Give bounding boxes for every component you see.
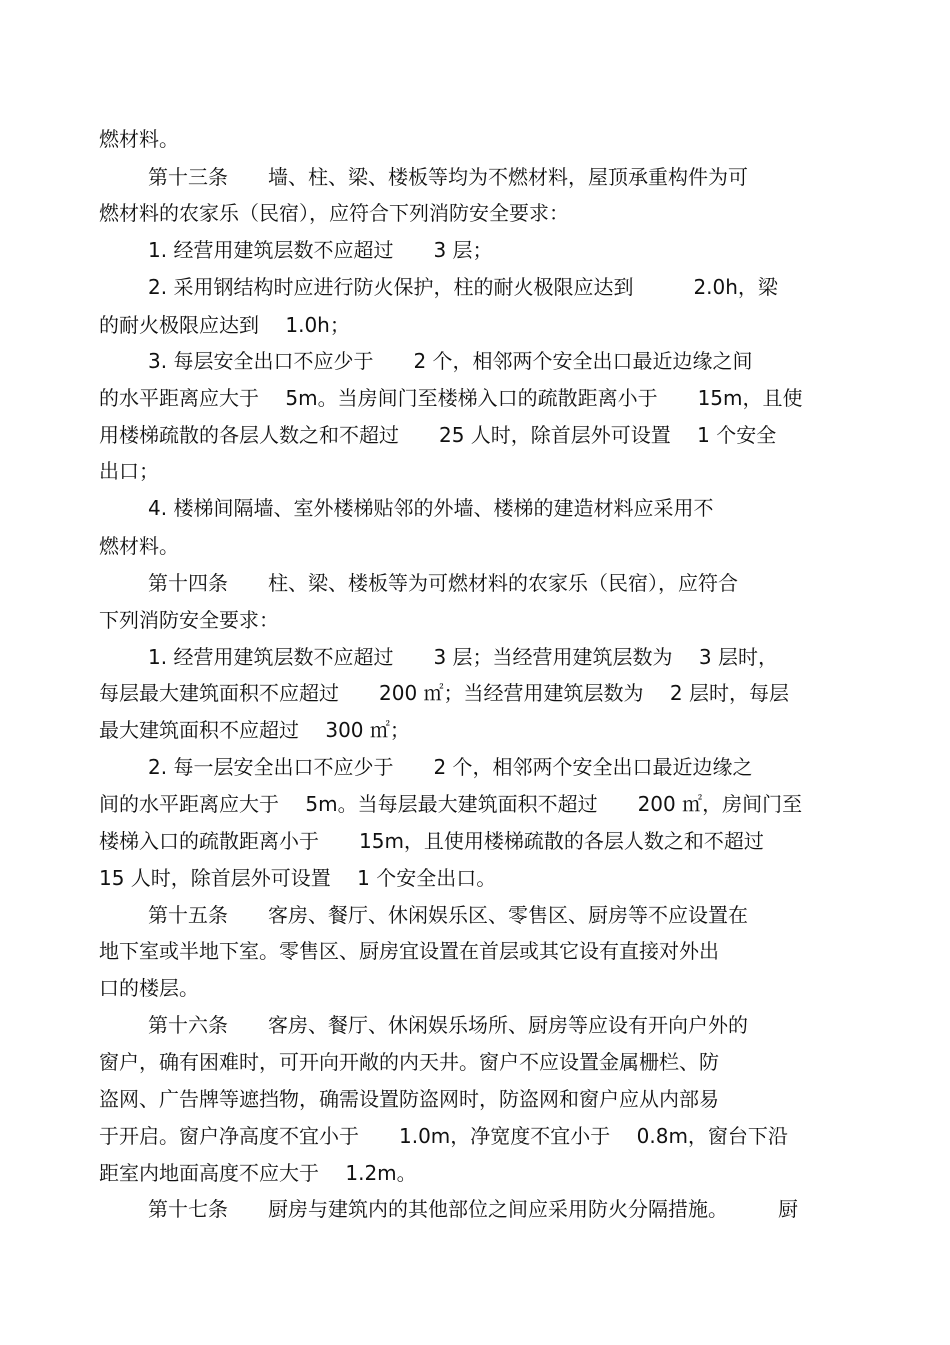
text-line: 下列消防安全要求： — [99, 608, 279, 632]
text-line: 第十六条 客房、餐厅、休闲娱乐场所、厨房等应设有开向户外的 — [148, 1013, 748, 1037]
text-line: 出口； — [99, 459, 159, 483]
text-line: 2. 采用钢结构时应进行防火保护，柱的耐火极限应达到 2.0h，梁 — [148, 275, 778, 299]
text-line: 第十四条 柱、梁、楼板等为可燃材料的农家乐（民宿），应符合 — [148, 571, 738, 595]
text-line: 地下室或半地下室。零售区、厨房宜设置在首层或其它设有直接对外出 — [99, 939, 719, 963]
text-line: 1. 经营用建筑层数不应超过 3 层； — [148, 238, 493, 262]
text-line: 2. 每一层安全出口不应少于 2 个，相邻两个安全出口最近边缘之 — [148, 755, 753, 779]
text-line: 最大建筑面积不应超过 300 ㎡； — [99, 718, 410, 742]
text-line: 的水平距离应大于 5m。当房间门至楼梯入口的疏散距离小于 15m，且使 — [99, 386, 803, 410]
text-line: 于开启。窗户净高度不宜小于 1.0m，净宽度不宜小于 0.8m，窗台下沿 — [99, 1124, 788, 1148]
text-line: 窗户，确有困难时，可开向开敞的内天井。窗户不应设置金属栅栏、防 — [99, 1050, 719, 1074]
text-line: 第十五条 客房、餐厅、休闲娱乐区、零售区、厨房等不应设置在 — [148, 903, 748, 927]
text-line: 1. 经营用建筑层数不应超过 3 层；当经营用建筑层数为 3 层时， — [148, 645, 778, 669]
text-line: 口的楼层。 — [99, 976, 199, 1000]
text-line: 燃材料。 — [99, 127, 179, 151]
text-line: 第十三条 墙、柱、梁、楼板等均为不燃材料，屋顶承重构件为可 — [148, 165, 748, 189]
text-line: 燃材料的农家乐（民宿），应符合下列消防安全要求： — [99, 201, 569, 225]
text-line: 楼梯入口的疏散距离小于 15m，且使用楼梯疏散的各层人数之和不超过 — [99, 829, 764, 853]
text-line: 的耐火极限应达到 1.0h； — [99, 313, 350, 337]
text-line: 盗网、广告牌等遮挡物，确需设置防盗网时，防盗网和窗户应从内部易 — [99, 1087, 719, 1111]
text-line: 燃材料。 — [99, 534, 179, 558]
text-line: 4. 楼梯间隔墙、室外楼梯贴邻的外墙、楼梯的建造材料应采用不 — [148, 496, 714, 520]
text-line: 第十七条 厨房与建筑内的其他部位之间应采用防火分隔措施。 厨 — [148, 1197, 798, 1221]
text-line: 间的水平距离应大于 5m。当每层最大建筑面积不超过 200 ㎡，房间门至 — [99, 792, 803, 816]
text-line: 3. 每层安全出口不应少于 2 个，相邻两个安全出口最近边缘之间 — [148, 349, 753, 373]
text-line: 距室内地面高度不应大于 1.2m。 — [99, 1161, 417, 1185]
text-line: 15 人时，除首层外可设置 1 个安全出口。 — [99, 866, 497, 890]
text-line: 用楼梯疏散的各层人数之和不超过 25 人时，除首层外可设置 1 个安全 — [99, 423, 777, 447]
text-line: 每层最大建筑面积不应超过 200 ㎡；当经营用建筑层数为 2 层时，每层 — [99, 681, 789, 705]
